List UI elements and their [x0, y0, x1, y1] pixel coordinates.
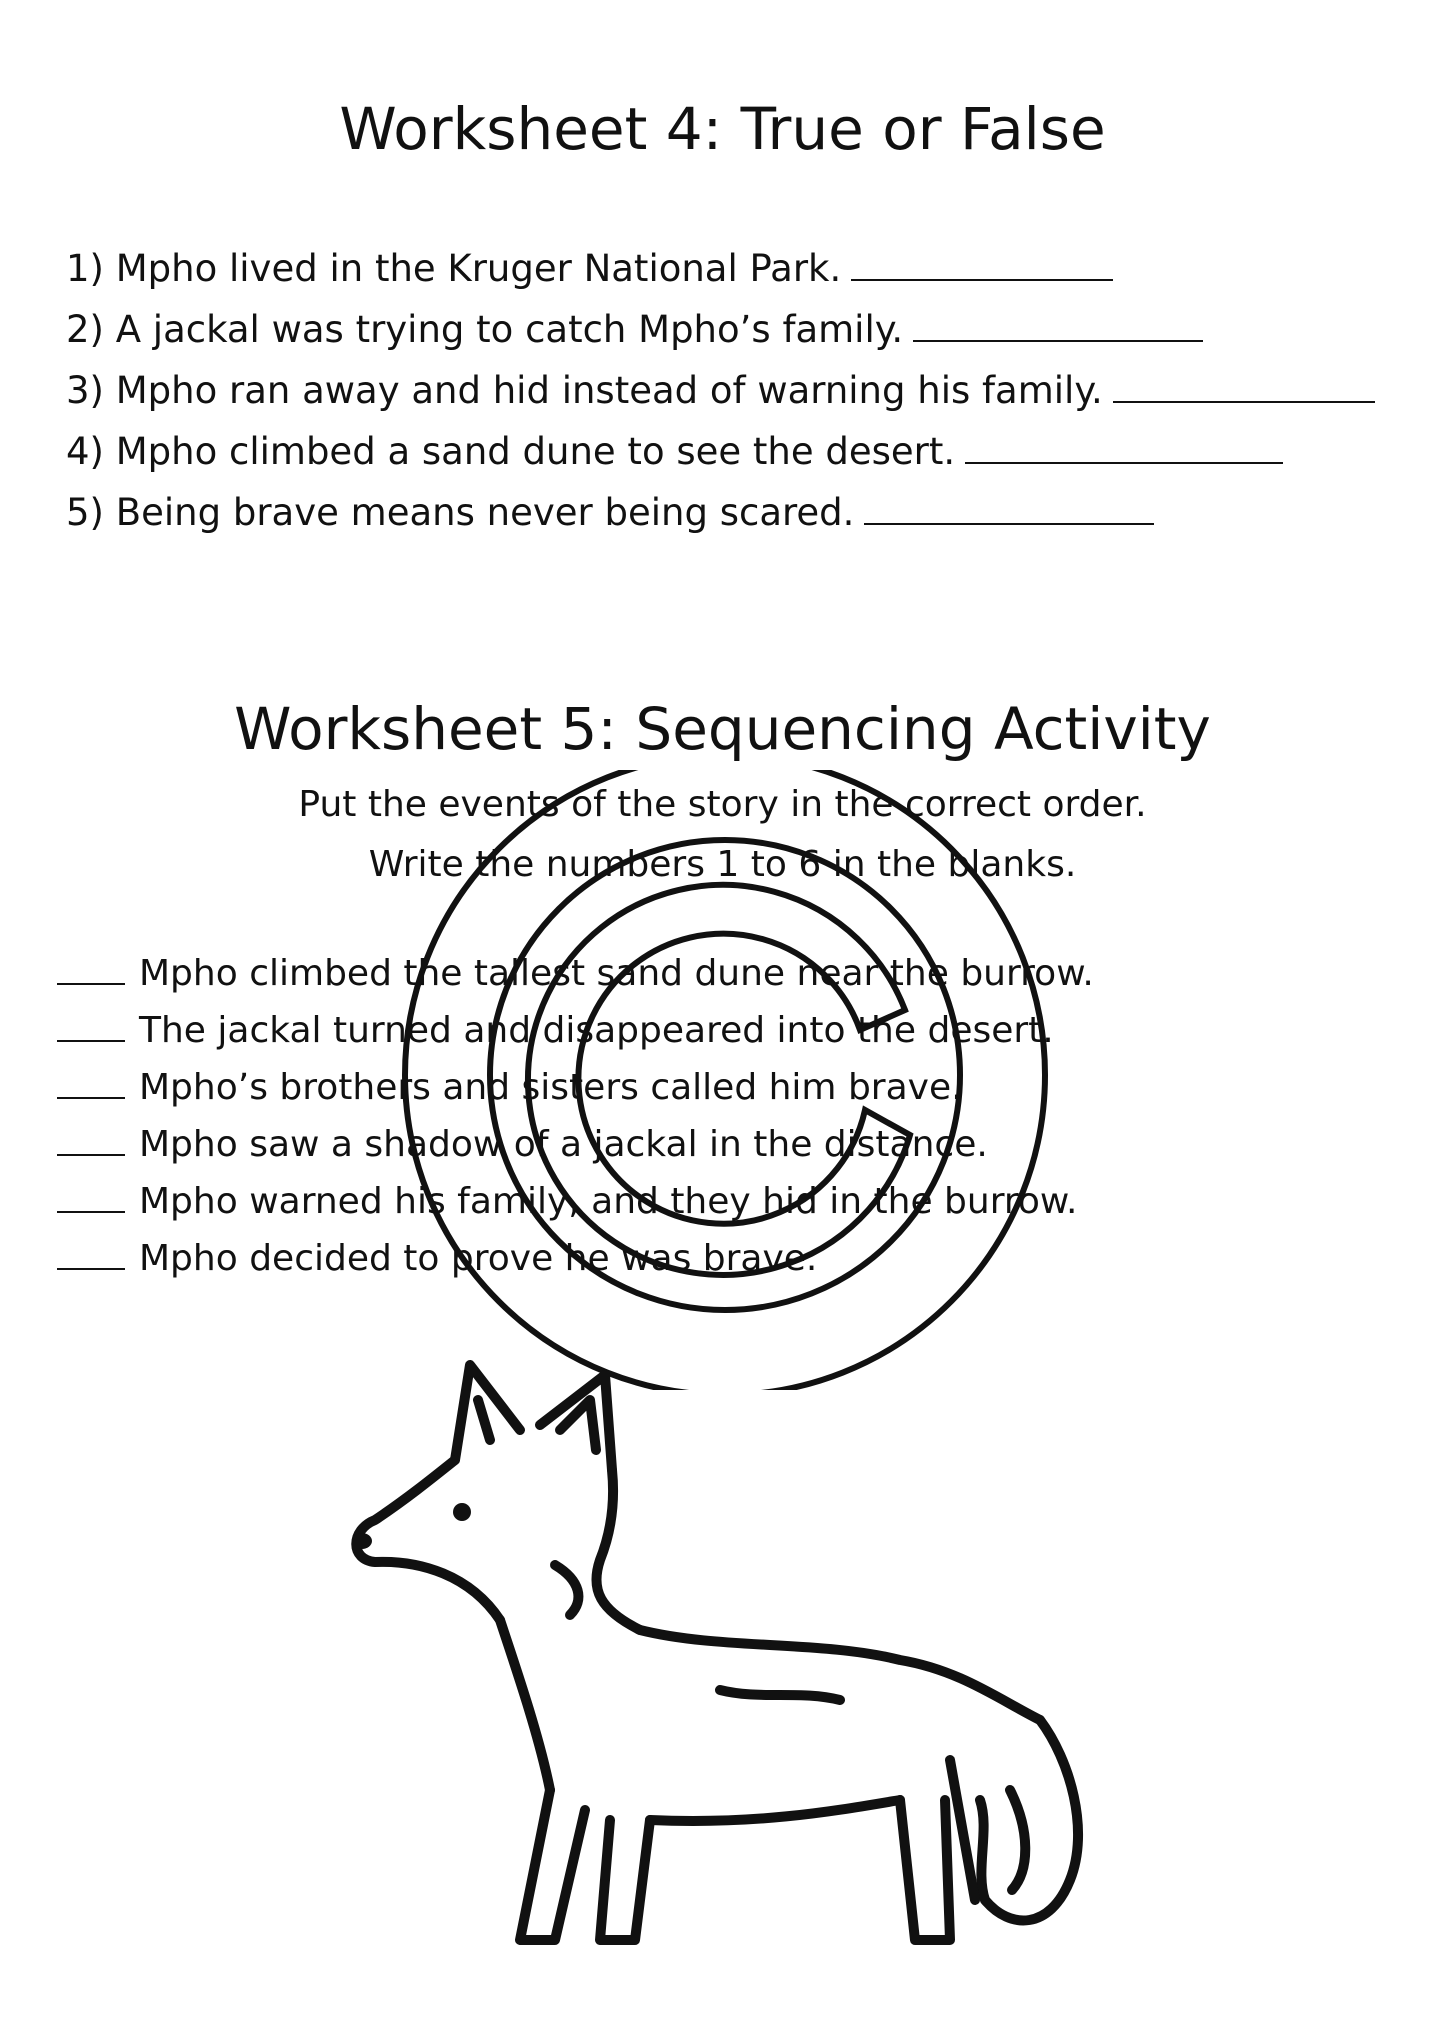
- list-item: [66, 421, 1375, 482]
- statement-text: 4) Mpho climbed a sand dune to see the desert.: [66, 430, 956, 473]
- answer-blank[interactable]: [913, 306, 1203, 342]
- answer-blank[interactable]: [1113, 367, 1375, 403]
- answer-blank[interactable]: [965, 428, 1283, 464]
- instruction-line: Put the events of the story in the correct order.: [298, 784, 1147, 825]
- number-blank[interactable]: [57, 1067, 125, 1099]
- number-blank[interactable]: [57, 1124, 125, 1156]
- number-blank[interactable]: [57, 1238, 125, 1270]
- list-item: [66, 238, 1375, 299]
- worksheet-4-title: Worksheet 4: True or False: [339, 95, 1106, 163]
- statement-text: 2) A jackal was trying to catch Mpho’s family.: [66, 308, 904, 351]
- copyright-icon: [340, 770, 1120, 1390]
- number-blank[interactable]: [57, 1181, 125, 1213]
- number-blank[interactable]: [57, 953, 125, 985]
- event-text: Mpho’s brothers and sisters called him brave.: [139, 1067, 963, 1108]
- answer-blank[interactable]: [864, 489, 1154, 525]
- instruction-line: Write the numbers 1 to 6 in the blanks.: [368, 844, 1077, 885]
- list-item: [66, 299, 1375, 360]
- event-text: Mpho climbed the tallest sand dune near the burrow.: [139, 953, 1094, 994]
- event-text: Mpho saw a shadow of a jackal in the distance.: [139, 1124, 988, 1165]
- answer-blank[interactable]: [851, 245, 1113, 281]
- event-text: Mpho warned his family, and they hid in the burrow.: [139, 1181, 1078, 1222]
- number-blank[interactable]: [57, 1010, 125, 1042]
- statement-text: 5) Being brave means never being scared.: [66, 491, 855, 534]
- true-false-list: [66, 238, 1375, 543]
- worksheet-5-title: Worksheet 5: Sequencing Activity: [234, 695, 1211, 763]
- list-item: [66, 360, 1375, 421]
- jackal-icon: [330, 1350, 1130, 1970]
- statement-text: 3) Mpho ran away and hid instead of warning his family.: [66, 369, 1103, 412]
- event-text: The jackal turned and disappeared into the desert.: [139, 1010, 1054, 1051]
- statement-text: 1) Mpho lived in the Kruger National Park.: [66, 247, 842, 290]
- event-text: Mpho decided to prove he was brave.: [139, 1238, 818, 1279]
- list-item: [66, 482, 1375, 543]
